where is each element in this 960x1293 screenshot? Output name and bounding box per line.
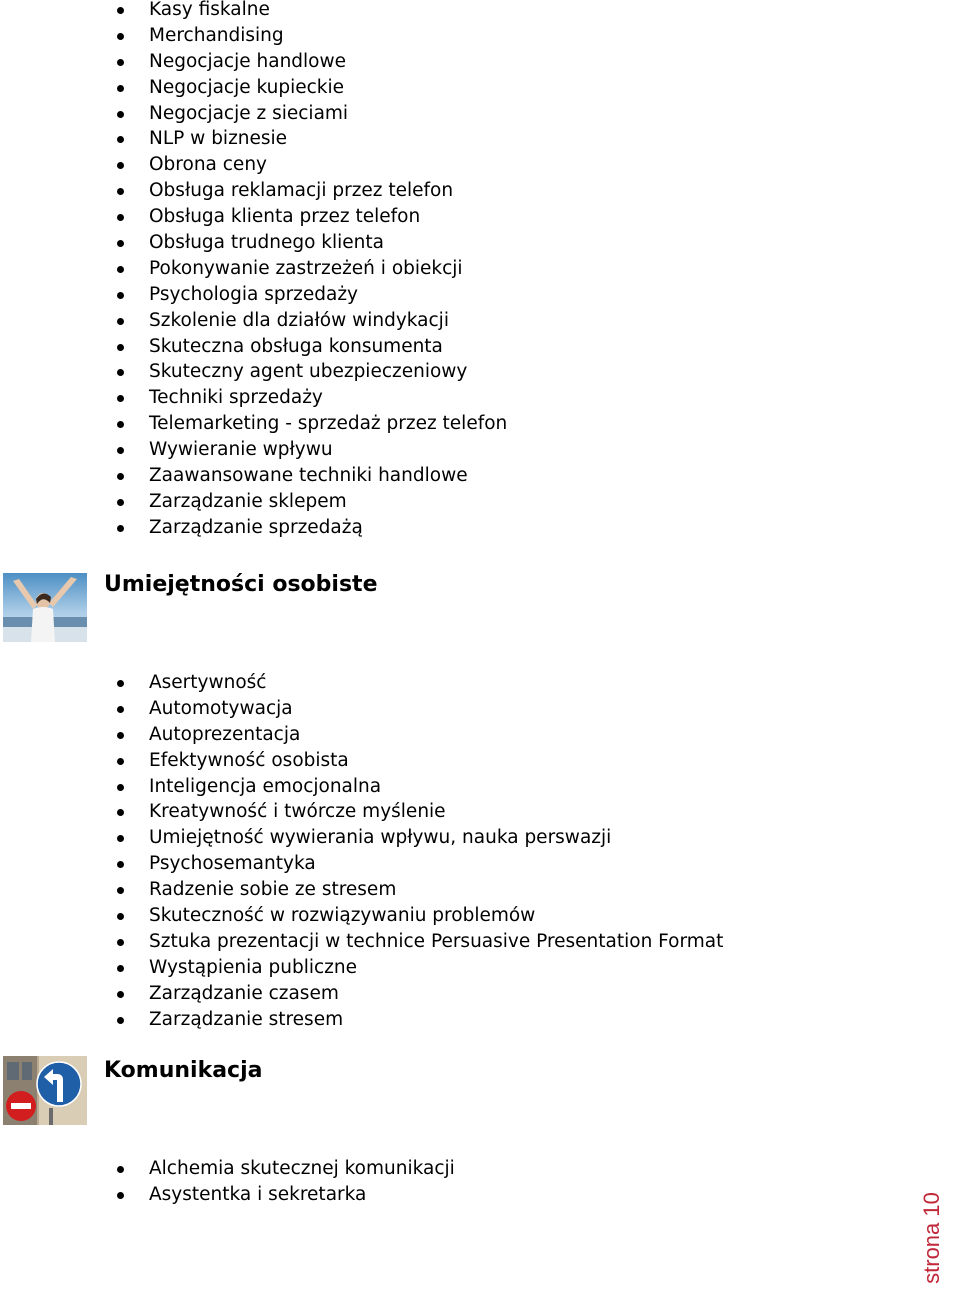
bullet-icon (117, 991, 124, 998)
list-item (0, 877, 723, 903)
list-item-label: Negocjacje kupieckie (149, 76, 345, 98)
bullet-icon (117, 85, 124, 92)
woman-arms-raised-image (3, 573, 87, 642)
bullet-icon (117, 395, 124, 402)
bullet-icon (117, 835, 124, 842)
road-signs-photo (3, 1056, 87, 1125)
bullet-icon (117, 344, 124, 351)
bullet-icon (117, 1017, 124, 1024)
bullet-icon (117, 913, 124, 920)
list-item (0, 359, 507, 385)
bullet-icon (117, 111, 124, 118)
list-item (0, 981, 723, 1007)
bullet-icon (117, 1192, 124, 1199)
bullet-icon (117, 59, 124, 66)
list-item (0, 204, 507, 230)
list-item-label: Merchandising (149, 24, 284, 46)
list-item-label: Obrona ceny (149, 154, 267, 176)
list-item-label: Efektywność osobista (149, 749, 349, 771)
list-item-label: Skuteczna obsługa konsumenta (149, 335, 443, 357)
bullet-icon (117, 162, 124, 169)
list-item (0, 101, 507, 127)
list-item-label: Automotywacja (149, 697, 293, 719)
section-title-personal-skills: Umiejętności osobiste (104, 572, 378, 597)
list-item-label: NLP w biznesie (149, 128, 288, 150)
list-item-label: Szkolenie dla działów windykacji (149, 309, 449, 331)
list-item-label: Zarządzanie sprzedażą (149, 516, 363, 538)
list-item (0, 23, 507, 49)
bullet-icon (117, 758, 124, 765)
bullet-icon (117, 136, 124, 143)
list-item-label: Inteligencja emocjonalna (149, 775, 382, 797)
list-item-label: Asertywność (149, 672, 267, 693)
list-item (0, 1182, 455, 1208)
list-item-label: Zarządzanie stresem (149, 1008, 344, 1030)
list-item-label: Umiejętność wywierania wpływu, nauka perswazji (149, 827, 612, 849)
list-item (0, 722, 723, 748)
list-item-label: Wystąpienia publiczne (149, 956, 357, 978)
bullet-icon (117, 525, 124, 532)
bullet-icon (117, 318, 124, 325)
list-item (0, 489, 507, 515)
bullet-icon (117, 7, 124, 14)
bullet-icon (117, 240, 124, 247)
list-item-label: Negocjacje z sieciami (149, 102, 349, 124)
list-item-label: Wywieranie wpływu (149, 439, 333, 461)
woman-arms-raised-photo (3, 573, 87, 642)
list-item (0, 748, 723, 774)
bullet-icon (117, 214, 124, 221)
list-item-label: Kasy fiskalne (149, 0, 270, 20)
page-number-label: strona 10 (919, 1192, 944, 1284)
list-item-label: Skuteczny agent ubezpieczeniowy (149, 361, 468, 383)
list-item-label: Autoprezentacja (149, 723, 301, 745)
list-item-label: Sztuka prezentacji w technice Persuasive Presentation Format (149, 930, 724, 952)
bullet-icon (117, 732, 124, 739)
list-item-label: Obsługa reklamacji przez telefon (149, 180, 454, 202)
list-item-label: Zaawansowane techniki handlowe (149, 465, 468, 487)
list-item (0, 670, 723, 696)
bullet-icon (117, 369, 124, 376)
road-signs-image (3, 1056, 87, 1125)
bullet-icon (117, 266, 124, 273)
bullet-icon (117, 861, 124, 868)
list-item (0, 152, 507, 178)
list-item (0, 178, 507, 204)
list-item-label: Negocjacje handlowe (149, 50, 347, 72)
list-item-label: Zarządzanie sklepem (149, 490, 347, 512)
list-item (0, 230, 507, 256)
bullet-icon (117, 706, 124, 713)
list-item (0, 75, 507, 101)
list-item (0, 385, 507, 411)
list-item-label: Alchemia skutecznej komunikacji (149, 1158, 455, 1179)
list-item (0, 334, 507, 360)
bullet-icon (117, 188, 124, 195)
list-item (0, 256, 507, 282)
list-item (0, 437, 507, 463)
list-item-label: Obsługa klienta przez telefon (149, 206, 421, 228)
communication-list (0, 1156, 455, 1208)
list-item-label: Psychosemantyka (149, 853, 316, 875)
list-item (0, 774, 723, 800)
list-item (0, 903, 723, 929)
bullet-icon (117, 680, 124, 687)
bullet-icon (117, 965, 124, 972)
sales-training-list (0, 0, 507, 541)
list-item (0, 929, 723, 955)
list-item-label: Pokonywanie zastrzeżeń i obiekcji (149, 257, 463, 279)
list-item (0, 696, 723, 722)
list-item (0, 515, 507, 541)
list-item (0, 851, 723, 877)
list-item (0, 825, 723, 851)
bullet-icon (117, 809, 124, 816)
bullet-icon (117, 887, 124, 894)
list-item-label: Asystentka i sekretarka (149, 1183, 367, 1205)
bullet-icon (117, 292, 124, 299)
personal-skills-list (0, 670, 723, 1032)
list-item-label: Telemarketing - sprzedaż przez telefon (149, 413, 508, 435)
list-item (0, 411, 507, 437)
bullet-icon (117, 33, 124, 40)
list-item (0, 955, 723, 981)
bullet-icon (117, 447, 124, 454)
list-item-label: Skuteczność w rozwiązywaniu problemów (149, 905, 536, 927)
list-item (0, 799, 723, 825)
list-item (0, 1156, 455, 1182)
bullet-icon (117, 421, 124, 428)
bullet-icon (117, 499, 124, 506)
list-item (0, 1007, 723, 1033)
list-item (0, 282, 507, 308)
list-item (0, 49, 507, 75)
section-title-communication: Komunikacja (104, 1058, 263, 1083)
list-item-label: Techniki sprzedaży (149, 387, 323, 409)
page-number (908, 1188, 956, 1288)
bullet-icon (117, 939, 124, 946)
list-item (0, 308, 507, 334)
list-item (0, 0, 507, 23)
list-item-label: Obsługa trudnego klienta (149, 232, 384, 254)
bullet-icon (117, 1166, 124, 1173)
bullet-icon (117, 473, 124, 480)
bullet-icon (117, 784, 124, 791)
list-item-label: Radzenie sobie ze stresem (149, 879, 397, 901)
list-item-label: Kreatywność i twórcze myślenie (149, 801, 446, 823)
list-item (0, 463, 507, 489)
list-item-label: Psychologia sprzedaży (149, 283, 359, 305)
list-item (0, 126, 507, 152)
list-item-label: Zarządzanie czasem (149, 982, 339, 1004)
